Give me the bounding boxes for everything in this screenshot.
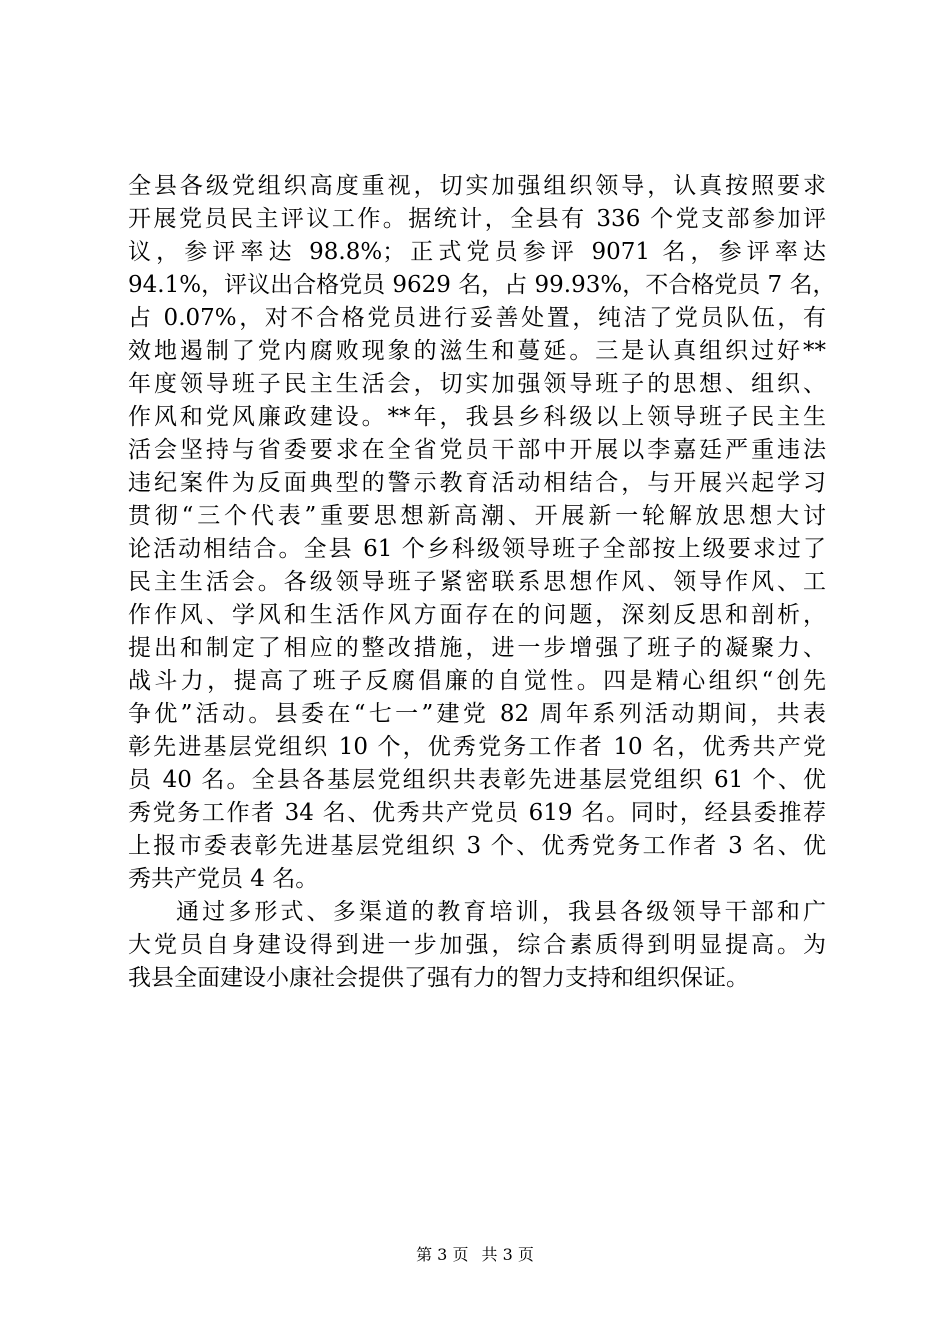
document-body	[128, 170, 836, 995]
text-line: 效地遏制了党内腐败现象的滋生和蔓延。三是认真组织过好**	[128, 338, 826, 364]
text-line: 民主生活会。各级领导班子紧密联系思想作风、领导作风、工	[128, 569, 826, 595]
page-total: 共 3 页	[481, 1245, 534, 1264]
text-line: 我县全面建设小康社会提供了强有力的智力支持和组织保证。	[128, 965, 749, 991]
text-line: 94.1%，评议出合格党员 9629 名，占 99.93%，不合格党员 7 名，	[128, 272, 836, 298]
text-line: 活会坚持与省委要求在全省党员干部中开展以李嘉廷严重违法	[128, 437, 826, 463]
text-line: 作作风、学风和生活作风方面存在的问题，深刻反思和剖析，	[128, 602, 826, 628]
text-line: 员 40 名。全县各基层党组织共表彰先进基层党组织 61 个、优	[128, 767, 826, 793]
text-line: 论活动相结合。全县 61 个乡科级领导班子全部按上级要求过了	[128, 536, 826, 562]
page-footer	[0, 1243, 950, 1267]
page-number: 第 3 页	[416, 1245, 469, 1264]
text-line: 争优”活动。县委在“七一”建党 82 周年系列活动期间，共表	[128, 701, 826, 727]
text-line: 战斗力，提高了班子反腐倡廉的自觉性。四是精心组织“创先	[128, 668, 826, 694]
text-line: 秀党务工作者 34 名、优秀共产党员 619 名。同时，经县委推荐	[128, 800, 826, 826]
text-line: 违纪案件为反面典型的警示教育活动相结合，与开展兴起学习	[128, 470, 826, 496]
text-line: 大党员自身建设得到进一步加强，综合素质得到明显提高。为	[128, 932, 826, 958]
text-line: 年度领导班子民主生活会，切实加强领导班子的思想、组织、	[128, 371, 826, 397]
text-line: 作风和党风廉政建设。**年，我县乡科级以上领导班子民主生	[128, 404, 826, 430]
text-line: 彰先进基层党组织 10 个，优秀党务工作者 10 名，优秀共产党	[128, 734, 826, 760]
text-line: 提出和制定了相应的整改措施，进一步增强了班子的凝聚力、	[128, 635, 826, 661]
paragraph-2	[128, 896, 826, 995]
paragraph-1	[128, 170, 836, 896]
text-line: 上报市委表彰先进基层党组织 3 个、优秀党务工作者 3 名、优	[128, 833, 826, 859]
text-line: 全县各级党组织高度重视，切实加强组织领导，认真按照要求	[128, 173, 826, 199]
text-line: 通过多形式、多渠道的教育培训，我县各级领导干部和广	[176, 899, 826, 925]
text-line: 开展党员民主评议工作。据统计，全县有 336 个党支部参加评	[128, 206, 826, 232]
text-line: 议，参评率达 98.8%；正式党员参评 9071 名，参评率达	[128, 239, 826, 265]
text-line: 贯彻“三个代表”重要思想新高潮、开展新一轮解放思想大讨	[128, 503, 826, 529]
text-line: 秀共产党员 4 名。	[128, 866, 319, 892]
text-line: 占 0.07%，对不合格党员进行妥善处置，纯洁了党员队伍，有	[128, 305, 826, 331]
